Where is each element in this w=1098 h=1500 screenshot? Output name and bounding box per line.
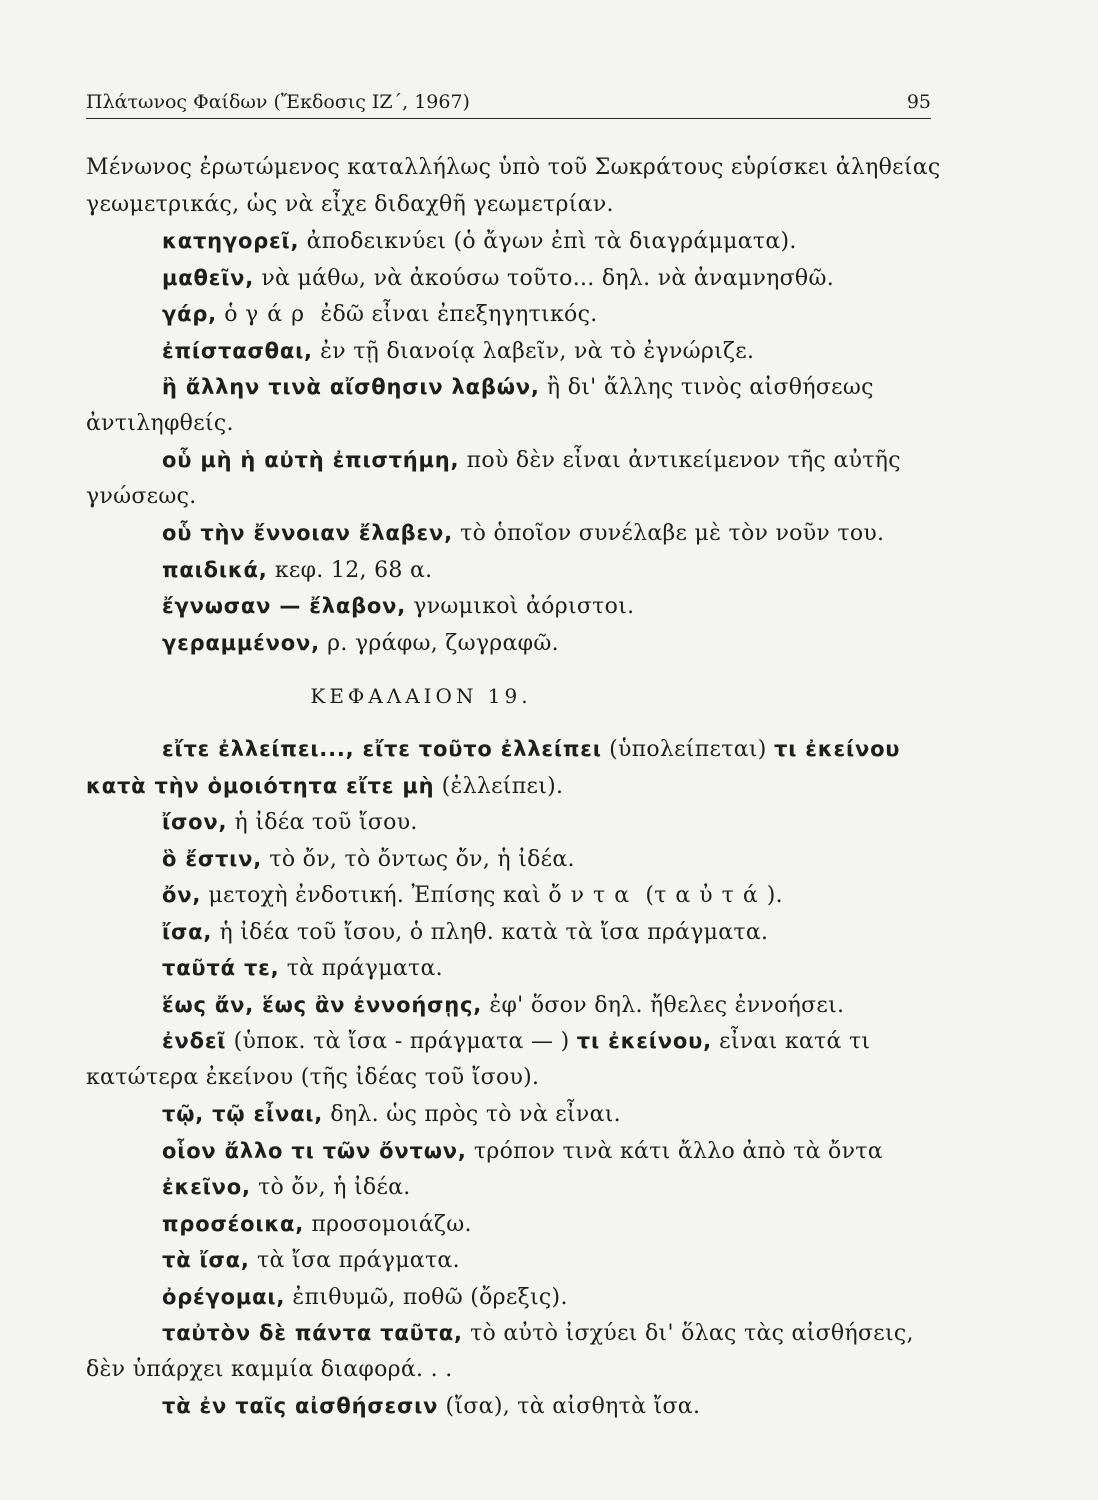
text-line: [86, 1352, 946, 1389]
gloss-text: (: [638, 883, 655, 908]
lemma: μαθεῖν,: [162, 265, 255, 290]
gloss-text: κεφ. 12, 68 α.: [267, 557, 433, 583]
gloss-text: ποὺ δὲν εἶναι ἀντικείμενον τῆς αὐτῆς: [459, 448, 901, 473]
lemma: ἴσα,: [162, 919, 213, 944]
glossary-entry: [86, 1315, 946, 1352]
text-line: [86, 1060, 946, 1097]
glossary-entry: [86, 552, 946, 589]
gloss-text: τὰ πράγματα.: [279, 956, 443, 981]
gloss-text: τὰ ἴσα πράγματα.: [249, 1248, 460, 1273]
gloss-text: (ὑπολείπεται): [601, 737, 774, 762]
lemma: κατὰ τὴν ὁμοιότητα εἴτε μὴ: [86, 773, 435, 798]
lemma: τὰ ἴσα,: [162, 1248, 250, 1272]
glossary-entry: [86, 1133, 946, 1170]
gloss-text: Μένωνος ἐρωτώμενος καταλλήλως ὑπὸ τοῦ Σωκράτους εὑρίσκει ἀληθείας: [86, 155, 941, 180]
lemma: ἐνδεῖ: [162, 1029, 227, 1053]
lemma: γεραμμένον,: [162, 630, 320, 655]
glossary-entry: [86, 1023, 946, 1060]
lemma: ἔγνωσαν — ἔλαβον,: [162, 594, 407, 618]
glossary-entry: [86, 987, 946, 1024]
gloss-text: τὸ ὁποῖον συνέλαβε μὲ τὸν νοῦν του.: [452, 521, 885, 546]
glossary-entry: [86, 1096, 946, 1133]
glossary-entry: [86, 1388, 946, 1425]
spaced-word: ὄντα: [548, 883, 639, 908]
gloss-text: τὸ ὄν, τὸ ὄντως ὄν, ἡ ἰδέα.: [262, 846, 575, 872]
page-number: 95: [906, 91, 931, 113]
gloss-text: κατώτερα ἐκείνου (τῆς ἰδέας τοῦ ἴσου).: [86, 1064, 540, 1090]
lemma: οὗ μὴ ἡ αὐτὴ ἐπιστήμη,: [162, 448, 460, 472]
glossary-entry: [86, 369, 946, 406]
gloss-text: εἶναι κατά τι: [711, 1029, 871, 1054]
lemma: γάρ,: [162, 302, 217, 326]
spaced-word: ταὐτά: [654, 883, 767, 908]
lemma: ὃ ἔστιν,: [162, 846, 263, 871]
glossary-entry: [86, 914, 946, 951]
lemma: προσέοικα,: [162, 1211, 305, 1236]
lemma: ἕως ἄν, ἕως ἂν ἐννοήσῃς,: [162, 992, 483, 1017]
lemma: ὄν,: [162, 883, 202, 907]
gloss-text: ἐπιθυμῶ, ποθῶ (ὄρεξις).: [285, 1284, 568, 1310]
lemma: τι ἐκείνου: [774, 737, 901, 761]
lemma: ἐπίστασθαι,: [162, 338, 313, 363]
gloss-text: δηλ. ὡς πρὸς τὸ νὰ εἶναι.: [323, 1102, 621, 1127]
glossary-entry: [86, 260, 946, 297]
gloss-text: μετοχὴ ἐνδοτική. Ἐπίσης καὶ: [201, 883, 549, 908]
glossary-entry: [86, 804, 946, 841]
gloss-text: τὸ ὄν, ἡ ἰδέα.: [250, 1175, 411, 1200]
glossary-entry: [86, 950, 946, 987]
running-header: [86, 88, 931, 119]
lemma: εἴτε ἐλλείπει..., εἴτε τοῦτο ἐλλείπει: [162, 737, 602, 761]
lemma: ταὐτὸν δὲ πάντα ταῦτα,: [162, 1321, 463, 1345]
gloss-text: προσομοιάζω.: [304, 1211, 472, 1237]
spaced-word: γάρ: [245, 302, 314, 327]
gloss-text: ἡ ἰδέα τοῦ ἴσου, ὁ πληθ. κατὰ τὰ ἴσα πράγματα.: [212, 919, 769, 945]
lemma: ὀρέγομαι,: [162, 1284, 286, 1309]
chapter-heading: ΚΕΦΑΛΑΙΟΝ 19.: [310, 684, 532, 708]
gloss-text: γνώσεως.: [86, 483, 197, 509]
gloss-text: τρόπον τινὰ κάτι ἄλλο ἀπὸ τὰ ὄντα: [466, 1138, 883, 1164]
gloss-text: ἐν τῇ διανοίᾳ λαβεῖν, νὰ τὸ ἐγνώριζε.: [312, 338, 755, 364]
gloss-text: ἀποδεικνύει (ὁ ἄγων ἐπὶ τὰ διαγράμματα).: [299, 229, 797, 254]
gloss-text: ἡ ἰδέα τοῦ ἴσου.: [227, 810, 418, 835]
gloss-text: (ἐλλείπει).: [434, 773, 564, 799]
header-title: Πλάτωνος Φαίδων (Ἔκδοσις ΙΖ΄, 1967): [86, 91, 470, 113]
lemma: ἐκεῖνο,: [162, 1175, 251, 1199]
glossary-entry: [86, 841, 946, 878]
lemma: κατηγορεῖ,: [162, 229, 300, 253]
text-line: [86, 479, 946, 516]
glossary-entry: [86, 731, 946, 768]
glossary-entry: [86, 768, 946, 805]
gloss-text: ἐφ' ὅσον δηλ. ἤθελες ἐννοήσει.: [482, 992, 845, 1018]
page-body: [86, 150, 946, 1425]
gloss-text: ρ. γράφω, ζωγραφῶ.: [319, 630, 559, 656]
gloss-text: γεωμετρικάς, ὡς νὰ εἶχε διδαχθῆ γεωμετρίαν.: [86, 191, 614, 217]
lemma: ἴσον,: [162, 810, 228, 834]
lemma: ταῦτά τε,: [162, 956, 280, 980]
text-line: [86, 406, 946, 443]
gloss-text: (ὑποκ. τὰ ἴσα - πράγματα — ): [226, 1029, 577, 1054]
text-line: [86, 187, 946, 224]
lemma: οὗ τὴν ἔννοιαν ἔλαβεν,: [162, 521, 453, 545]
gloss-text: ).: [766, 883, 783, 908]
glossary-entry: [86, 1206, 946, 1243]
glossary-entry: [86, 877, 946, 914]
gloss-text: ἐδῶ εἶναι ἐπεξηγητικός.: [313, 302, 598, 327]
lemma: τι ἐκείνου,: [576, 1029, 712, 1053]
text-line: [86, 150, 946, 187]
gloss-text: γνωμικοὶ ἀόριστοι.: [406, 594, 635, 619]
glossary-entry: [86, 1242, 946, 1279]
gloss-text: δὲν ὑπάρχει καμμία διαφορά. . .: [86, 1356, 453, 1382]
gloss-text: νὰ μάθω, νὰ ἀκούσω τοῦτο... δηλ. νὰ ἀναμνησθῶ.: [254, 265, 834, 291]
glossary-entry: [86, 296, 946, 333]
gloss-text: ἢ δι' ἄλλης τινὸς αἰσθήσεως: [539, 375, 874, 400]
lemma: οἷον ἄλλο τι τῶν ὄντων,: [162, 1138, 467, 1163]
gloss-text: ἀντιληφθείς.: [86, 410, 234, 436]
glossary-entry: [86, 442, 946, 479]
glossary-entry: [86, 588, 946, 625]
glossary-entry: [86, 515, 946, 552]
glossary-entry: [86, 625, 946, 662]
gloss-text: τὸ αὐτὸ ἰσχύει δι' ὅλας τὰς αἰσθήσεις,: [462, 1321, 914, 1346]
lemma: τῷ, τῷ εἶναι,: [162, 1102, 324, 1126]
glossary-entry: [86, 1279, 946, 1316]
lemma: τὰ ἐν ταῖς αἰσθήσεσιν: [162, 1394, 439, 1418]
glossary-entry: [86, 223, 946, 260]
gloss-text: (ἴσα), τὰ αἰσθητὰ ἴσα.: [438, 1394, 701, 1419]
gloss-text: ὁ: [216, 302, 246, 327]
glossary-entry: [86, 333, 946, 370]
lemma: παιδικά,: [162, 557, 268, 582]
lemma: ἢ ἄλλην τινὰ αἴσθησιν λαβών,: [162, 375, 540, 399]
glossary-entry: [86, 1169, 946, 1206]
